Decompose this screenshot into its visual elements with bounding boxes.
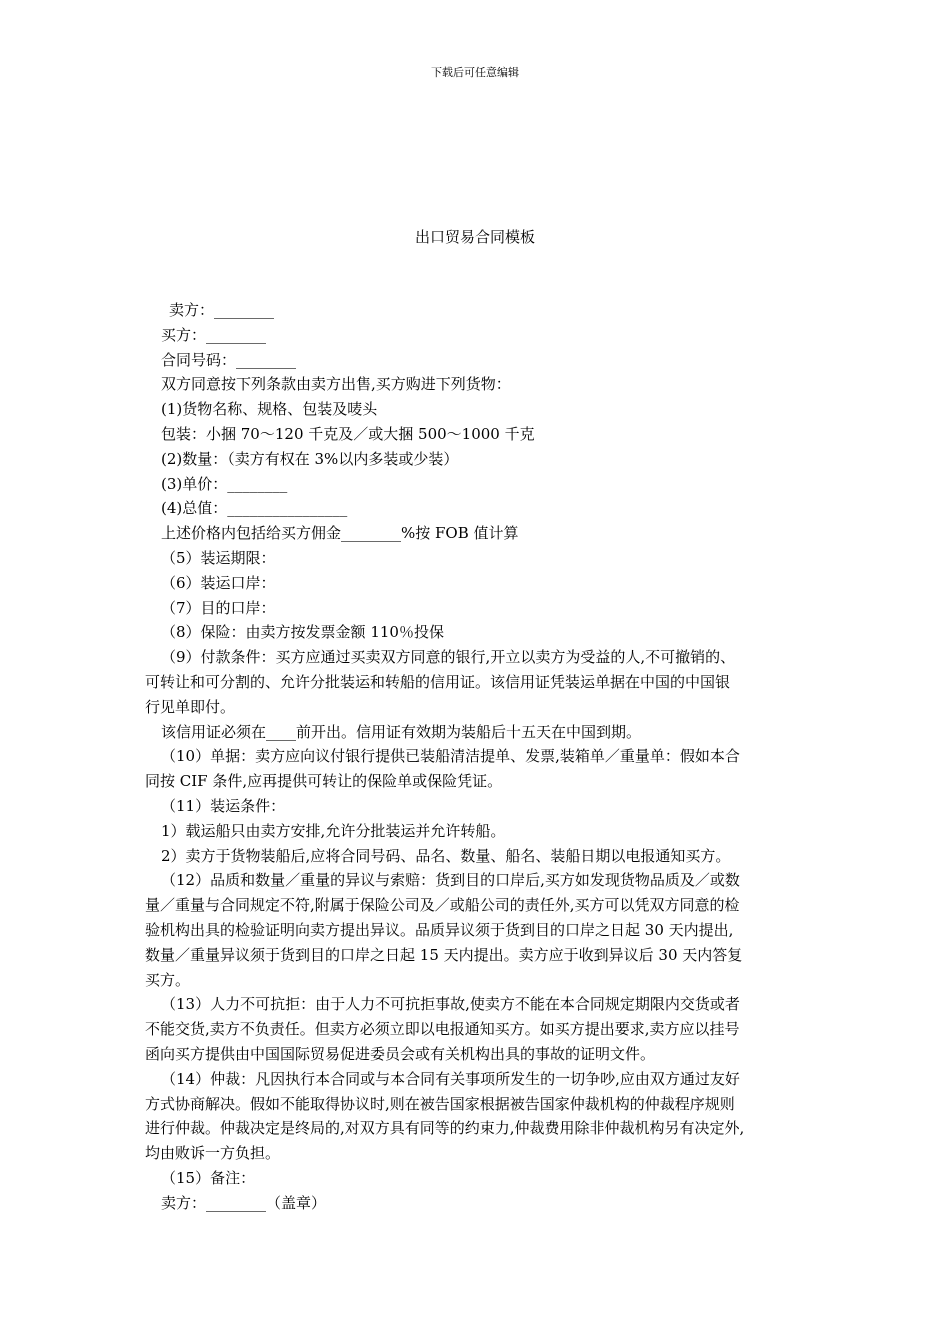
contract-line: (4)总值：________________ bbox=[161, 499, 348, 518]
header-note: 下载后可任意编辑 bbox=[431, 66, 519, 79]
contract-line: 卖方：________（盖章） bbox=[161, 1193, 327, 1212]
contract-line: 1）载运船只由卖方安排,允许分批装运并允许转船。 bbox=[161, 821, 506, 840]
contract-line: (1)货物名称、规格、包装及唛头 bbox=[161, 400, 378, 419]
contract-line: 买方：________ bbox=[161, 325, 267, 344]
contract-line: （10）单据：卖方应向议付银行提供已装船清洁提单、发票,装箱单／重量单：假如本合 bbox=[161, 747, 740, 766]
contract-line: （12）品质和数量／重量的异议与索赔：货到目的口岸后,买方如发现货物品质及／或数 bbox=[161, 871, 740, 890]
contract-line: 该信用证必须在____前开出。信用证有效期为装船后十五天在中国到期。 bbox=[161, 722, 642, 741]
contract-line: （13）人力不可抗拒：由于人力不可抗拒事故,使卖方不能在本合同规定期限内交货或者 bbox=[161, 995, 740, 1014]
contract-line: （9）付款条件：买方应通过买卖双方同意的银行,开立以卖方为受益的人,不可撤销的、 bbox=[161, 648, 736, 667]
contract-line: 量／重量与合同规定不符,附属于保险公司及／或船公司的责任外,买方可以凭双方同意的检 bbox=[145, 896, 740, 915]
contract-line: 买方。 bbox=[145, 970, 191, 989]
contract-line: 合同号码：________ bbox=[161, 350, 297, 369]
contract-line: （6）装运口岸： bbox=[161, 573, 276, 592]
contract-line: 验机构出具的检验证明向卖方提出异议。品质异议须于货到目的口岸之日起 30 天内提出, bbox=[145, 920, 734, 939]
contract-line: (2)数量：（卖方有权在 3%以内多装或少装） bbox=[161, 449, 459, 468]
contract-line: 不能交货,卖方不负责任。但卖方必须立即以电报通知买方。如买方提出要求,卖方应以挂号 bbox=[145, 1020, 740, 1039]
contract-line: （15）备注： bbox=[161, 1168, 256, 1187]
contract-line: 进行仲裁。仲裁决定是终局的,对双方具有同等的约束力,仲裁费用除非仲裁机构另有决定外, bbox=[145, 1119, 745, 1138]
contract-line: （8）保险：由卖方按发票金额 110％投保 bbox=[161, 623, 444, 642]
contract-line: （14）仲裁：凡因执行本合同或与本合同有关事项所发生的一切争吵,应由双方通过友好 bbox=[161, 1069, 740, 1088]
contract-line: 均由败诉一方负担。 bbox=[145, 1144, 281, 1163]
contract-line: （5）装运期限： bbox=[161, 548, 276, 567]
contract-line: 可转让和可分割的、允许分批装运和转船的信用证。该信用证凭装运单据在中国的中国银 bbox=[145, 672, 731, 691]
contract-line: 同按 CIF 条件,应再提供可转让的保险单或保险凭证。 bbox=[145, 772, 503, 791]
contract-line: （7）目的口岸： bbox=[161, 598, 276, 617]
contract-body bbox=[145, 298, 811, 1215]
contract-line: 行见单即付。 bbox=[145, 697, 236, 716]
contract-line: 函向买方提供由中国国际贸易促进委员会或有关机构出具的事故的证明文件。 bbox=[145, 1044, 656, 1063]
contract-line: 双方同意按下列条款由卖方出售,买方购进下列货物： bbox=[161, 375, 511, 394]
contract-line: 数量／重量异议须于货到目的口岸之日起 15 天内提出。卖方应于收到异议后 30 天内答复 bbox=[145, 945, 743, 964]
contract-line: (3)单价：________ bbox=[161, 474, 288, 493]
contract-line: 方式协商解决。假如不能取得协议时,则在被告国家根据被告国家仲裁机构的仲裁程序规则 bbox=[145, 1094, 735, 1113]
contract-line: 卖方：________ bbox=[169, 301, 275, 319]
contract-line: 上述价格内包括给买方佣金________%按 FOB 值计算 bbox=[161, 524, 519, 543]
contract-line: （11）装运条件： bbox=[161, 796, 286, 815]
document-title: 出口贸易合同模板 bbox=[414, 228, 535, 246]
contract-line: 包装：小捆 70～120 千克及／或大捆 500～1000 千克 bbox=[161, 424, 535, 443]
contract-line: 2）卖方于货物装船后,应将合同号码、品名、数量、船名、装船日期以电报通知买方。 bbox=[161, 846, 731, 865]
